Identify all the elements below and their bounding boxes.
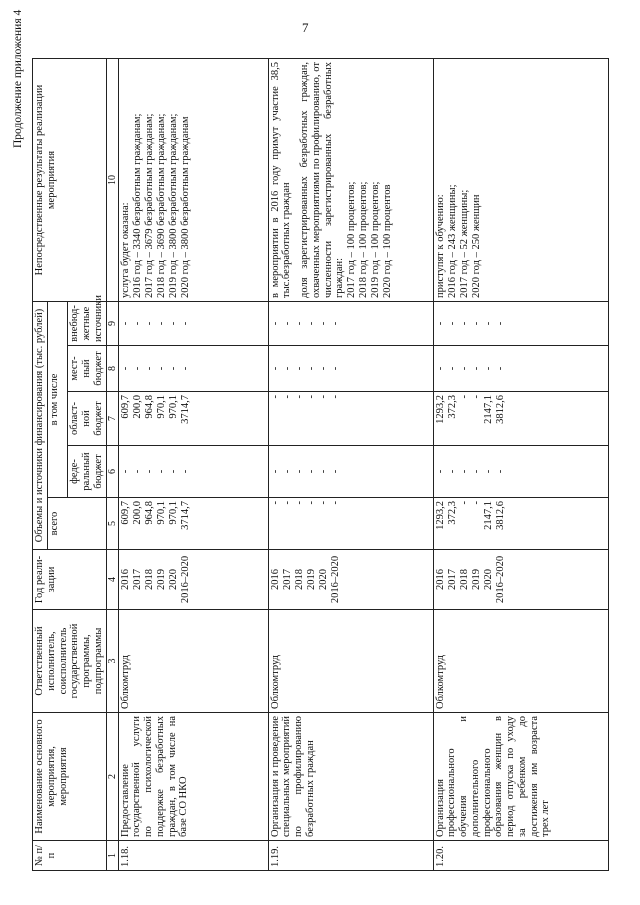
federal-cell-line: - bbox=[329, 469, 341, 474]
regional-cell-line: 200,0 bbox=[131, 395, 143, 419]
responsible-executor: Облкомтруд bbox=[268, 610, 433, 713]
table-row bbox=[268, 59, 433, 871]
results-cell bbox=[268, 59, 433, 302]
total-cell-line: 372,3 bbox=[446, 501, 458, 525]
total-cell-line: - bbox=[317, 501, 329, 505]
year-cell-line: 2016–2020 bbox=[179, 555, 191, 604]
result-line: в мероприятии в 2016 году примут участие 38,5 тыс.безработных граждан bbox=[269, 62, 293, 298]
federal-cell-line: - bbox=[119, 469, 131, 474]
result-line: приступят к обучению: bbox=[434, 194, 446, 298]
col-number: 1 bbox=[106, 841, 118, 871]
extra-cell-line: - bbox=[131, 321, 143, 326]
federal-cell bbox=[433, 446, 608, 498]
header-funding: Объемы и источники финансирования (тыс. рублей) bbox=[33, 302, 48, 550]
extra-cell-line: - bbox=[470, 321, 482, 326]
year-cell-line: 2017 bbox=[281, 569, 293, 590]
extra-cell-line: - bbox=[482, 321, 494, 326]
federal-cell-line: - bbox=[458, 469, 470, 474]
result-line: 2017 год – 3679 безработным гражданам; bbox=[143, 113, 155, 298]
year-cell-line: 2016 bbox=[119, 569, 131, 590]
regional-cell-line: 970,1 bbox=[167, 395, 179, 419]
header-num: № п/п bbox=[33, 841, 107, 871]
page-number: 7 bbox=[302, 20, 309, 35]
local-cell-line: - bbox=[317, 366, 329, 371]
total-cell-line: 3714,7 bbox=[179, 501, 191, 530]
result-line: 2018 год – 3690 безработным гражданам; bbox=[155, 113, 167, 298]
col-number: 8 bbox=[106, 346, 118, 392]
local-cell-line: - bbox=[458, 366, 470, 371]
results-cell bbox=[433, 59, 608, 302]
total-cell-line: - bbox=[269, 501, 281, 505]
total-cell-line: 3812,6 bbox=[494, 501, 506, 530]
extra-cell-line: - bbox=[167, 321, 179, 326]
local-cell-line: - bbox=[143, 366, 155, 371]
year-cell-line: 2016 bbox=[434, 569, 446, 590]
extra-cell-line: - bbox=[119, 321, 131, 326]
result-line: 2016 год – 3340 безработным гражданам; bbox=[131, 113, 143, 298]
total-cell-line: - bbox=[281, 501, 293, 505]
regional-cell-line: - bbox=[305, 395, 317, 399]
regional-cell-line: - bbox=[317, 395, 329, 399]
header-total: всего bbox=[47, 498, 106, 550]
federal-cell-line: - bbox=[131, 469, 143, 474]
year-cell-line: 2016–2020 bbox=[329, 555, 341, 604]
federal-cell-line: - bbox=[281, 469, 293, 474]
result-line: доля зарегистрированных безработных граждан, охваченных мероприятиями по профилированию, от численности зарегистрированных безработных граждан: bbox=[299, 62, 346, 298]
regional-cell-line: 964,8 bbox=[143, 395, 155, 419]
total-cell-line: - bbox=[458, 501, 470, 505]
header-name: Наименование основного мероприятия, мероприятия bbox=[33, 713, 107, 841]
extra-cell-line: - bbox=[434, 321, 446, 326]
col-number: 7 bbox=[106, 392, 118, 446]
federal-cell bbox=[118, 446, 268, 498]
year-cell-line: 2018 bbox=[143, 569, 155, 590]
result-line: 2017 год – 100 процентов; bbox=[346, 181, 358, 298]
measure-name: Предоставление государственной услуги по психологической поддержке безработных граждан, в том числе на базе СО НКО bbox=[118, 713, 268, 841]
local-cell-line: - bbox=[179, 366, 191, 371]
federal-cell-line: - bbox=[317, 469, 329, 474]
header-local: мест-ный бюджет bbox=[68, 346, 106, 392]
responsible-executor: Облкомтруд bbox=[118, 610, 268, 713]
regional-cell-line: - bbox=[329, 395, 341, 399]
header-regional: област-ной бюджет bbox=[68, 392, 106, 446]
col-number: 9 bbox=[106, 302, 118, 346]
regional-cell-line: 2147,1 bbox=[482, 395, 494, 424]
federal-cell-line: - bbox=[293, 469, 305, 474]
year-cell-line: 2017 bbox=[446, 569, 458, 590]
result-line: 2017 год – 52 женщины; bbox=[458, 189, 470, 298]
year-cell-line: 2016–2020 bbox=[494, 555, 506, 604]
regional-cell-line: - bbox=[458, 395, 470, 399]
col-number: 2 bbox=[106, 713, 118, 841]
measure-name: Организация профессионального обучения и дополнительного профессионального образования женщин в период отпуска по уходу за ребенком до достижения им возраста трех лет bbox=[433, 713, 608, 841]
regional-cell-line: - bbox=[281, 395, 293, 399]
total-cell bbox=[118, 498, 268, 550]
column-number-row bbox=[106, 59, 118, 871]
table-row bbox=[433, 59, 608, 871]
federal-cell-line: - bbox=[269, 469, 281, 474]
extra-cell-line: - bbox=[458, 321, 470, 326]
row-number: 1.19. bbox=[268, 841, 433, 871]
year-cell-line: 2018 bbox=[293, 569, 305, 590]
year-cell-line: 2019 bbox=[470, 569, 482, 590]
row-number: 1.18. bbox=[118, 841, 268, 871]
col-number: 4 bbox=[106, 550, 118, 610]
regional-cell-line: - bbox=[269, 395, 281, 399]
total-cell-line: 2147,1 bbox=[482, 501, 494, 530]
extra-cell-line: - bbox=[179, 321, 191, 326]
header-results: Непосредственные результаты реализации мероприятия bbox=[33, 59, 107, 302]
year-cell bbox=[118, 550, 268, 610]
result-line: 2019 год – 100 процентов; bbox=[370, 181, 382, 298]
year-cell bbox=[268, 550, 433, 610]
results-cell bbox=[118, 59, 268, 302]
total-cell-line: - bbox=[293, 501, 305, 505]
measures-table bbox=[32, 58, 609, 871]
extra-cell-line: - bbox=[281, 321, 293, 326]
extra-cell-line: - bbox=[446, 321, 458, 326]
total-cell bbox=[433, 498, 608, 550]
result-line: 2016 год – 243 женщины; bbox=[446, 184, 458, 298]
continuation-note: Продолжение приложения 4 bbox=[12, 9, 24, 148]
header-federal: феде-ральный бюджет bbox=[68, 446, 106, 498]
federal-cell-line: - bbox=[305, 469, 317, 474]
local-cell-line: - bbox=[131, 366, 143, 371]
result-line: 2020 год – 100 процентов bbox=[382, 184, 394, 298]
total-cell-line: 970,1 bbox=[155, 501, 167, 525]
federal-cell-line: - bbox=[434, 469, 446, 474]
federal-cell-line: - bbox=[167, 469, 179, 474]
federal-cell-line: - bbox=[482, 469, 494, 474]
extra-cell-line: - bbox=[317, 321, 329, 326]
local-cell-line: - bbox=[494, 366, 506, 371]
local-cell-line: - bbox=[281, 366, 293, 371]
year-cell-line: 2020 bbox=[167, 569, 179, 590]
extra-cell-line: - bbox=[329, 321, 341, 326]
result-line: 2020 год – 250 женщин bbox=[470, 194, 482, 298]
federal-cell-line: - bbox=[143, 469, 155, 474]
total-cell-line: 970,1 bbox=[167, 501, 179, 525]
year-cell-line: 2018 bbox=[458, 569, 470, 590]
local-cell-line: - bbox=[446, 366, 458, 371]
col-number: 6 bbox=[106, 446, 118, 498]
local-cell-line: - bbox=[329, 366, 341, 371]
responsible-executor: Облкомтруд bbox=[433, 610, 608, 713]
extra-cell-line: - bbox=[143, 321, 155, 326]
local-cell-line: - bbox=[167, 366, 179, 371]
total-cell-line: 1293,2 bbox=[434, 501, 446, 530]
local-cell-line: - bbox=[470, 366, 482, 371]
local-cell-line: - bbox=[119, 366, 131, 371]
regional-cell-line: 609,7 bbox=[119, 395, 131, 419]
result-line: 2018 год – 100 процентов; bbox=[358, 181, 370, 298]
extra-cell bbox=[268, 302, 433, 346]
extra-cell bbox=[118, 302, 268, 346]
year-cell-line: 2016 bbox=[269, 569, 281, 590]
result-line: услуга будет оказана: bbox=[119, 202, 131, 298]
row-number: 1.20. bbox=[433, 841, 608, 871]
header-year: Год реали-зации bbox=[33, 550, 107, 610]
header-including: в том числе bbox=[47, 302, 68, 498]
extra-cell-line: - bbox=[305, 321, 317, 326]
extra-cell-line: - bbox=[155, 321, 167, 326]
regional-cell-line: 3812,6 bbox=[494, 395, 506, 424]
col-number: 3 bbox=[106, 610, 118, 713]
local-cell-line: - bbox=[305, 366, 317, 371]
regional-cell-line: - bbox=[293, 395, 305, 399]
federal-cell-line: - bbox=[446, 469, 458, 474]
regional-cell bbox=[118, 392, 268, 446]
total-cell-line: - bbox=[305, 501, 317, 505]
federal-cell-line: - bbox=[494, 469, 506, 474]
local-cell bbox=[118, 346, 268, 392]
local-cell-line: - bbox=[434, 366, 446, 371]
regional-cell-line: - bbox=[470, 395, 482, 399]
local-cell-line: - bbox=[155, 366, 167, 371]
extra-cell-line: - bbox=[293, 321, 305, 326]
federal-cell-line: - bbox=[155, 469, 167, 474]
extra-cell bbox=[433, 302, 608, 346]
year-cell-line: 2019 bbox=[155, 569, 167, 590]
federal-cell bbox=[268, 446, 433, 498]
table-row bbox=[118, 59, 268, 871]
year-cell-line: 2020 bbox=[482, 569, 494, 590]
result-line: 2020 год – 3800 безработным гражданам bbox=[179, 116, 191, 298]
header-extra: внебюд-жетные источники bbox=[68, 302, 106, 346]
col-number: 10 bbox=[106, 59, 118, 302]
year-cell-line: 2020 bbox=[317, 569, 329, 590]
federal-cell-line: - bbox=[179, 469, 191, 474]
regional-cell-line: 372,3 bbox=[446, 395, 458, 419]
regional-cell bbox=[433, 392, 608, 446]
col-number: 5 bbox=[106, 498, 118, 550]
local-cell-line: - bbox=[293, 366, 305, 371]
total-cell bbox=[268, 498, 433, 550]
local-cell bbox=[433, 346, 608, 392]
total-cell-line: 964,8 bbox=[143, 501, 155, 525]
header-executor: Ответственный исполнитель, соисполнитель государственной программы, подпрограммы bbox=[33, 610, 107, 713]
total-cell-line: 609,7 bbox=[119, 501, 131, 525]
measure-name: Организация и проведение специальных мероприятий по профилированию безработных граждан bbox=[268, 713, 433, 841]
total-cell-line: - bbox=[329, 501, 341, 505]
extra-cell-line: - bbox=[494, 321, 506, 326]
result-line: 2019 год – 3800 безработным гражданам; bbox=[167, 113, 179, 298]
local-cell-line: - bbox=[482, 366, 494, 371]
total-cell-line: - bbox=[470, 501, 482, 505]
regional-cell-line: 3714,7 bbox=[179, 395, 191, 424]
federal-cell-line: - bbox=[470, 469, 482, 474]
year-cell bbox=[433, 550, 608, 610]
year-cell-line: 2017 bbox=[131, 569, 143, 590]
regional-cell-line: 970,1 bbox=[155, 395, 167, 419]
regional-cell-line: 1293,2 bbox=[434, 395, 446, 424]
total-cell-line: 200,0 bbox=[131, 501, 143, 525]
local-cell bbox=[268, 346, 433, 392]
regional-cell bbox=[268, 392, 433, 446]
extra-cell-line: - bbox=[269, 321, 281, 326]
year-cell-line: 2019 bbox=[305, 569, 317, 590]
local-cell-line: - bbox=[269, 366, 281, 371]
